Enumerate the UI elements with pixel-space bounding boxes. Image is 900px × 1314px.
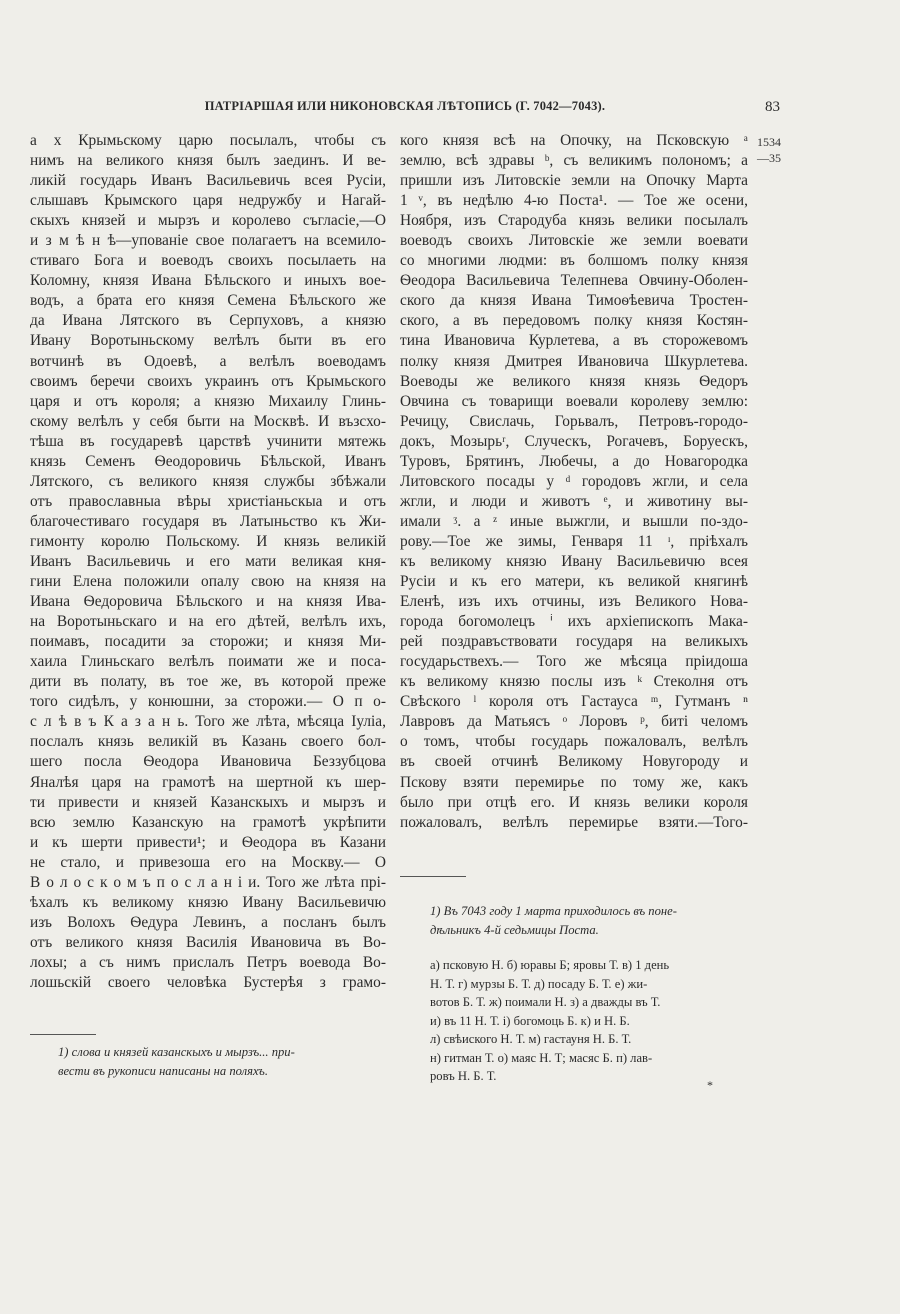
left-column-line: Коломну, князя Ивана Бѣльского и иныхъ вое- [30,272,386,290]
left-column-line: да Ивана Лятского въ Серпуховъ, а князю [30,312,386,330]
right-column-line: государьствехъ.— Того же мѣсяца пріидоша [400,653,748,671]
left-column-line: не стало, и привезоша его на Москву.— О [30,853,386,871]
right-column-line: Воеводы же великого князя князь Ѳедоръ [400,372,748,390]
left-column-line: шего посла Ѳеодора Ивановича Беззубцова [30,753,386,771]
right-column-line: Туровъ, Брятинъ, Любечы, а до Новагородка [400,452,748,470]
left-column-line: отъ православныа вѣры христіаньскыа и отъ [30,492,386,510]
right-column-line: докъ, Мозырьʳ, Случескъ, Рогачевъ, Боруескъ, [400,432,748,450]
right-column-line: рову.—Тое же зимы, Генваря 11 ᶦ, пріѣхалъ [400,532,748,550]
right-column-line: землю, всѣ здравы ᵇ, съ великимъ полономъ; а [400,152,748,170]
left-column-line: нимъ на великого князя былъ заединъ. И ве- [30,152,386,170]
left-column-line: с л ѣ в ъ К а з а н ь. Того же лѣта, мѣсяца Іуліа, [30,713,386,731]
left-column-line: тѣша въ государевѣ царствѣ учинити мятежь [30,432,386,450]
right-column-line: было при отцѣ его. И князь велики короля [400,793,748,811]
right-footnote-main-line: 1) Въ 7043 году 1 марта приходилось въ поне- [430,904,677,918]
left-column-line: и з м ѣ н ѣ—упованіе свое полагаетъ на всемило- [30,232,386,250]
right-column-line: въ своей отчинѣ Великому Новугороду и [400,753,748,771]
right-column-line: Ноября, изъ Стародуба князь велики посылалъ [400,212,748,230]
right-column-line: 1 ᵛ, въ недѣлю 4-ю Поста¹. — Тое же осени, [400,192,748,210]
left-column-line: дити въ полату, въ тое же, въ которой преже [30,673,386,691]
left-column-line: В о л о с к о м ъ п о с л а н і и. Того же лѣта прі- [30,873,386,891]
left-column-line: и къ шерти привести¹; и Ѳеодора въ Казани [30,833,386,851]
right-column-line: пожаловалъ, велѣлъ перемирье взяти.—Того- [400,813,748,831]
running-header [30,99,780,114]
right-column-line: къ великому князю Ивану Васильевичю всея [400,552,748,570]
right-column-line: рей поздравъствовати государя на великыхъ [400,633,748,651]
right-column-line: Овчина съ товарищи воевали королеву землю: [400,392,748,410]
right-column-line: полку князя Дмитрея Ивановича Шкурлетева. [400,352,748,370]
right-footnote-variants-line: н) гитман Т. о) маяс Н. Т; масяс Б. п) лав- [430,1050,653,1065]
right-footnote-variants-line: вотов Б. Т. ж) поимали Н. з) а дважды въ Т. [430,995,661,1009]
left-column-line: Лятского, съ великого князя службы збѣжали [30,472,386,490]
end-asterisk: * [707,1078,713,1092]
right-column-line: имали ᶾ. а ᶻ иные выжгли, и вышли по-здо- [400,512,748,530]
right-footnote-rule [400,876,466,877]
left-column-line: стиваго Бога и воеводъ своихъ посылаеть на [30,252,386,270]
page-title: ПАТРІАРШАЯ ИЛИ НИКОНОВСКАЯ ЛѢТОПИСЬ (Г. 7042—7043). [204,99,606,113]
left-column-line: Иванъ Васильевичь и его мати великая кня- [30,552,386,570]
right-column-line: Пскову взяти перемирье по тому же, какъ [400,773,748,791]
left-column-line: изъ Волохъ Ѳедура Левинъ, а посланъ былъ [30,913,386,931]
left-column-line: Ивану Воротыньскому велѣлъ быти въ его [30,332,386,350]
left-footnote-rule [30,1034,96,1035]
left-column-line: поимавъ, посадити за сторожи; и князя Ми- [30,633,386,651]
right-footnote-variants-line: л) свѣиского Н. Т. м) гастауня Н. Б. Т. [430,1032,632,1046]
right-footnote-variants-line: Н. Т. г) мурзы Б. Т. д) посаду Б. Т. е) жи- [430,976,648,991]
left-footnote-line: 1) слова и князей казанскыхъ и мырзъ... при- [58,1045,295,1059]
left-column-line: царя и отъ короля; а князю Михаилу Глинь- [30,392,386,410]
left-column-line: своимъ беречи своихъ украинъ отъ Крымьского [30,372,386,390]
right-footnote-variants-line: а) псковую Н. б) юравы Б; яровы Т. в) 1 день [430,958,670,972]
right-column-line: ского да князя Ивана Тимоѳѣевича Тростен- [400,292,748,310]
left-column-line: а х Крымьскому царю посылалъ, чтобы съ [30,132,386,149]
left-column-line: отъ великого князя Василія Ивановича въ Во- [30,933,386,951]
left-column-line: водъ, а брата его князя Семена Бѣльского же [30,292,386,310]
left-column-line: Ивана Ѳедоровича Бѣльского и на князя Ива- [30,593,386,611]
right-column-line: къ великому князю послы изъ ᵏ Стеколня отъ [400,673,748,691]
left-column-line: лошьскій своего человѣка Бустерѣя з грамо- [30,973,386,991]
left-column-line: лохы; а съ нимъ прислалъ Петръ воевода Во- [30,953,386,971]
left-column-line: скыхъ князей и мырзъ и королево съгласіе,—О [30,212,386,230]
right-footnote-main-line: дѣльникъ 4-й седьмицы Поста. [430,922,599,937]
left-column-line: ти привести и князей Казанскыхъ и мырзъ и [30,793,386,811]
right-column-line: Русіи и къ его матери, къ великой княгинѣ [400,573,748,591]
left-column-line: слышавъ Крымского царя недружбу и Нагай- [30,192,386,210]
right-column-line: жгли, и люди и животъ ᵉ, и животину вы- [400,492,748,510]
left-column-line: Яналѣя царя на грамотѣ на шертной къ шер- [30,773,386,791]
right-footnote-main [430,902,750,939]
left-footnote-line: вести въ рукописи написаны на поляхъ. [58,1063,268,1078]
left-column-line: благочестиваго государя въ Латыньство къ Жи- [30,512,386,530]
right-column-line: города богомолецъ ⁱ ихъ архіепископъ Мака- [400,613,748,631]
left-column-line: хаила Глиньскаго велѣлъ поимати же и поса- [30,653,386,671]
left-text-column [30,131,386,993]
margin-year-start: 1534 [757,135,781,149]
right-column-line: Ѳеодора Васильевича Телепнева Овчину-Оболен- [400,272,748,290]
right-column-line: пришли изъ Литовскіе земли на Опочку Марта [400,172,748,190]
left-column-line: всю землю Казанскую на грамотѣ укрѣпити [30,813,386,831]
right-column-line: Речицу, Свислачь, Горьвалъ, Петровъ-городо- [400,412,748,430]
left-column-line: ликій государь Иванъ Васильевичь всея Русіи, [30,172,386,190]
right-column-line: Свѣского ˡ короля отъ Гастауса ᵐ, Гутманъ ⁿ [400,693,748,711]
page-number: 83 [765,99,780,115]
margin-year-end: —35 [757,151,781,165]
right-column-line: воеводъ своихъ Литовскіе же земли воевати [400,232,748,250]
right-column-line: о томъ, чтобы государь пожаловалъ, велѣлъ [400,733,748,751]
left-column-line: гини Елена положили опалу свою на князя на [30,573,386,591]
left-column-line: того сидѣлъ, у конюшни, за сторожи.— О п о- [30,693,386,711]
margin-year-note [757,134,781,166]
left-column-line: князь Семенъ Ѳеодоровичь Бѣльской, Иванъ [30,452,386,470]
right-column-line: ского, а въ передовомъ полку князя Костян- [400,312,748,330]
right-column-line: кого князя всѣ на Опочку, на Псковскую ᵃ [400,132,748,149]
right-column-line: со многими людми: въ болшомъ полку князя [400,252,748,270]
right-column-line: Литовского посады у ᵈ городовъ жгли, и села [400,472,748,490]
left-column-line: ѣхалъ къ великому князю Ивану Васильевичю [30,893,386,911]
right-column-line: Лавровъ да Матьясъ ᵒ Лоровъ ᵖ, биті челомъ [400,713,748,731]
right-footnote-variants-line: и) въ 11 Н. Т. і) богомоць Б. к) и Н. Б. [430,1013,630,1028]
left-column-line: вотчинѣ въ Одоевѣ, а велѣлъ воеводамъ [30,352,386,370]
right-footnote-variants-line: ровъ Н. Б. Т. [430,1069,497,1083]
right-column-line: тина Ивановича Курлетева, а въ сторожевомъ [400,332,748,350]
left-column-line: на Воротыньскаго и на его дѣтей, велѣлъ ихъ, [30,613,386,631]
right-column-line: Еленѣ, изъ ихъ отчины, изъ Великого Нова- [400,593,748,611]
left-footnote [58,1043,388,1080]
left-column-line: скому велѣлъ у себя быти на Москвѣ. И възсхо- [30,412,386,430]
right-footnote-variants [430,956,760,1086]
left-column-line: послалъ князь великій въ Казань своего бол- [30,733,386,751]
right-text-column [400,131,748,833]
left-column-line: гимонту королю Польскому. И князь великій [30,532,386,550]
